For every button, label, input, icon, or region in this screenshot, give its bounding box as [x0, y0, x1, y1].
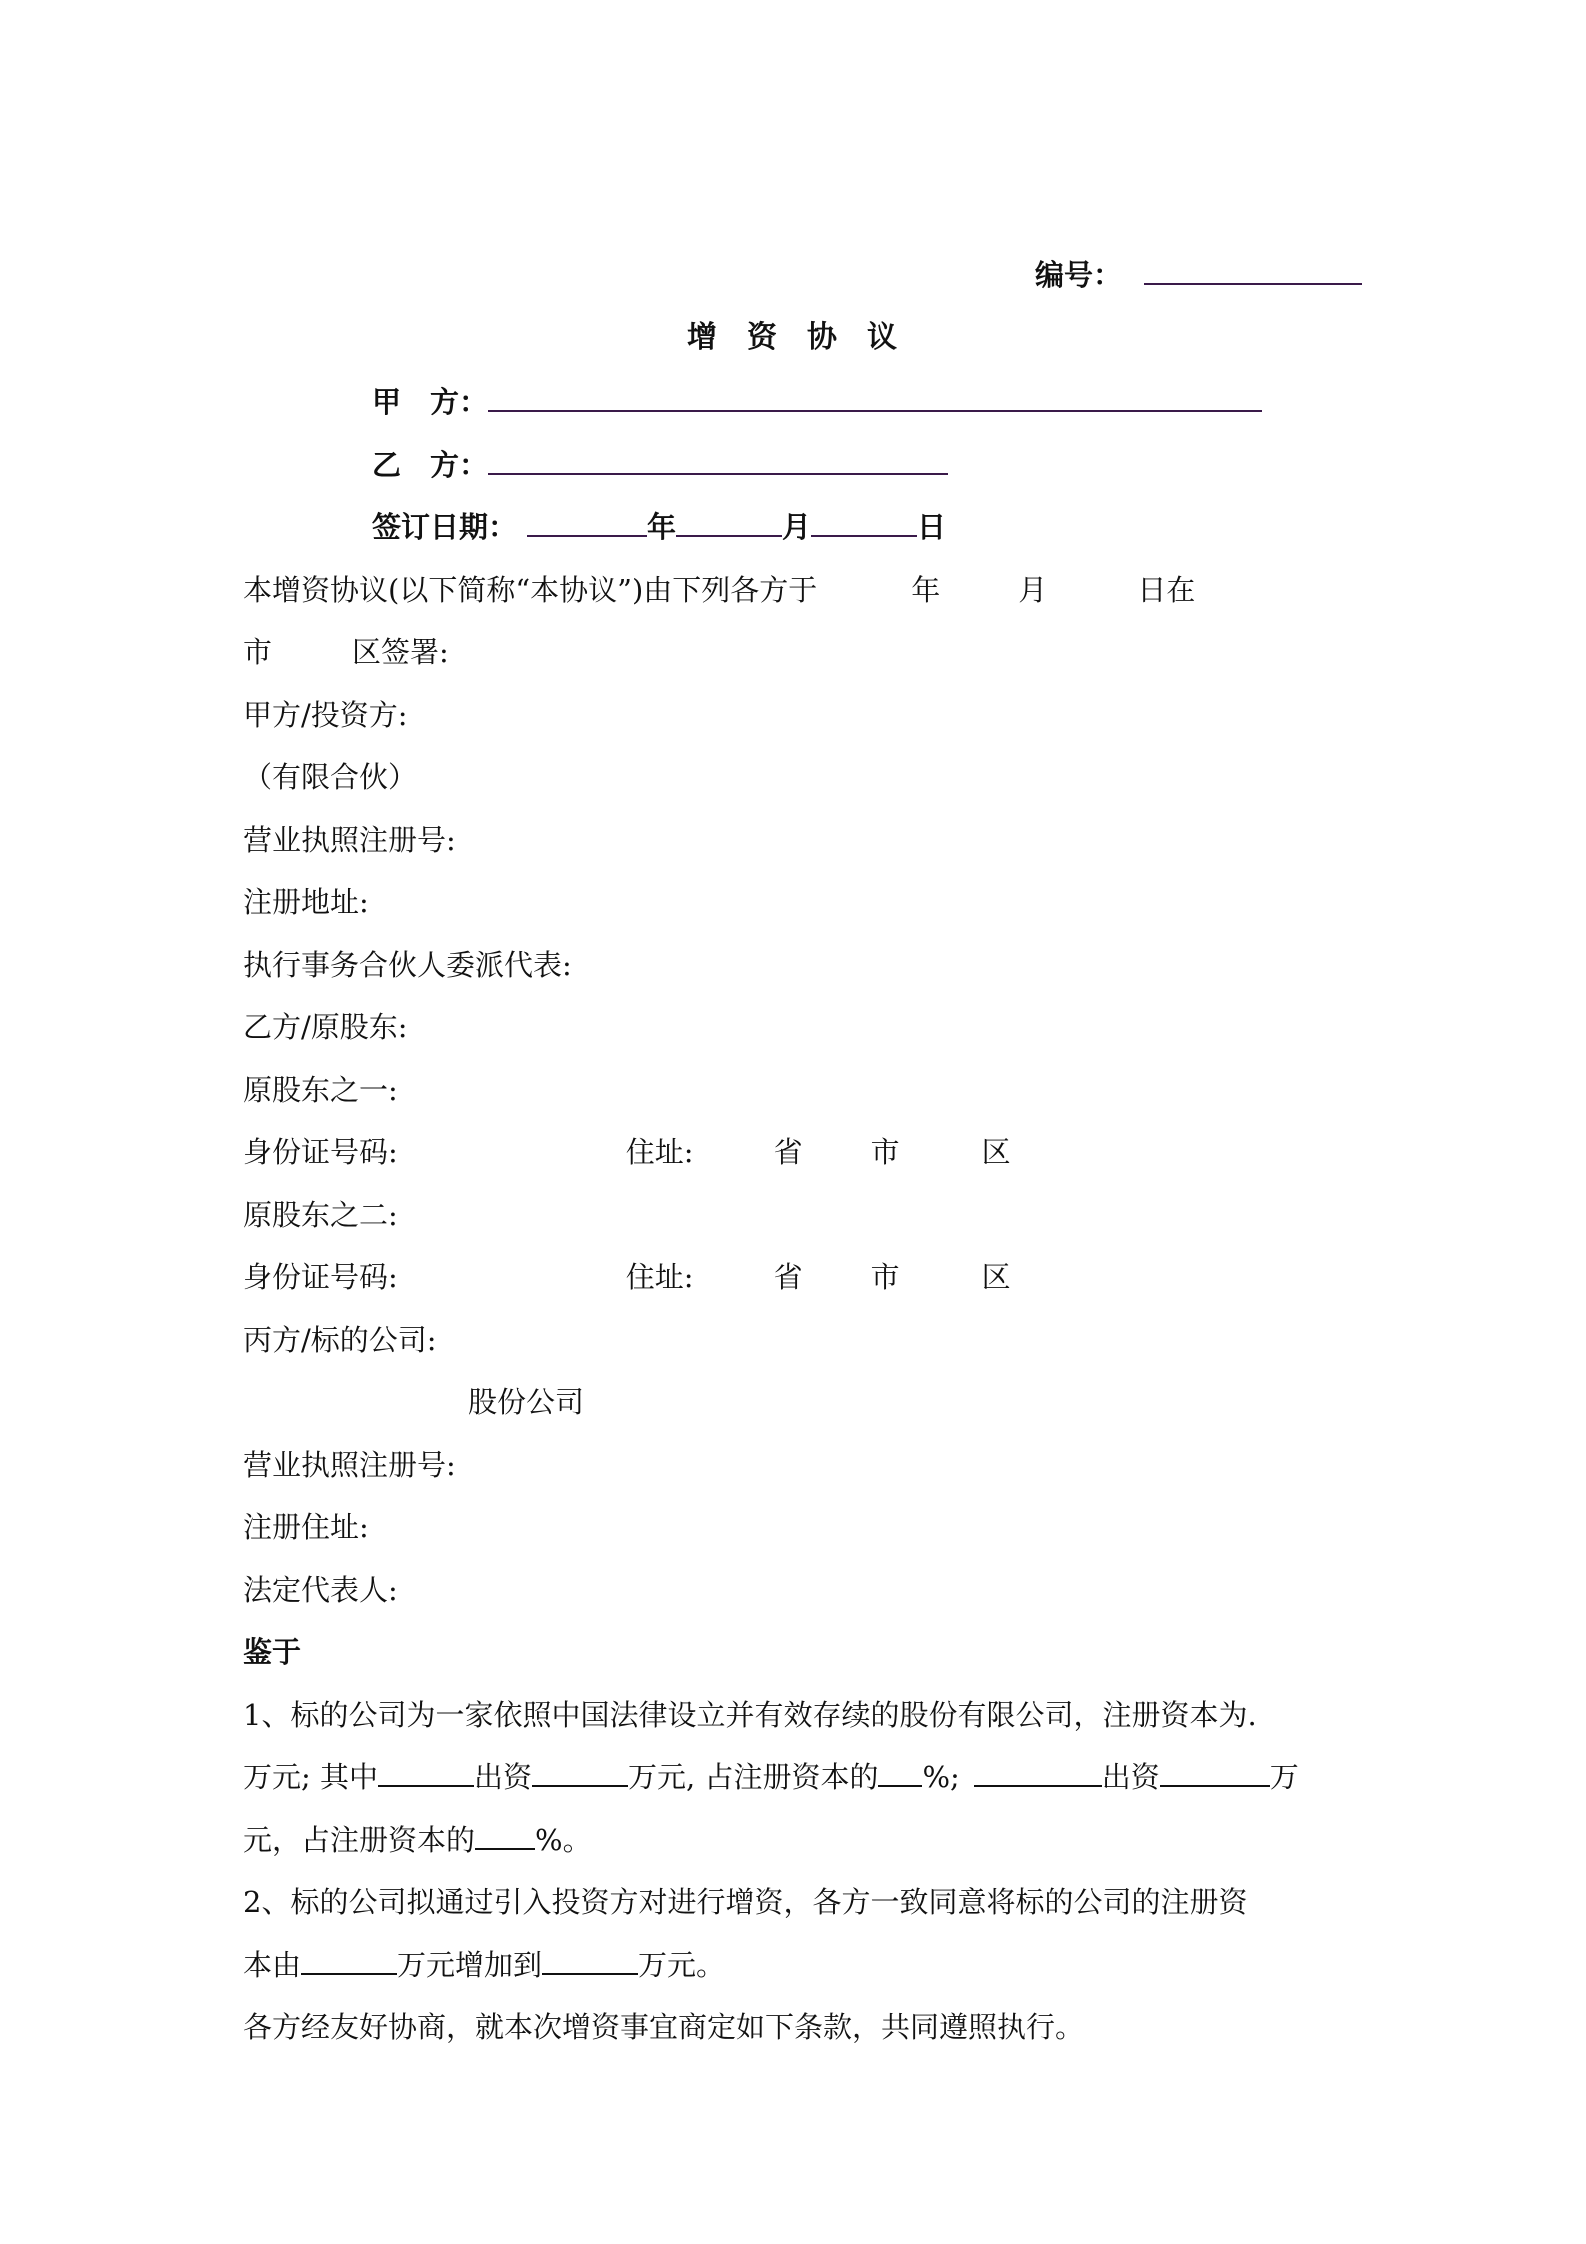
sign-day-field[interactable]	[811, 509, 917, 537]
text-segment: %。	[535, 1823, 592, 1857]
whereas-item-1-line-1: 1、标的公司为一家依照中国法律设立并有效存续的股份有限公司，注册资本为.	[243, 1698, 1257, 1732]
shareholder-2-details	[243, 1257, 1011, 1297]
shareholder-1-amount-field[interactable]	[532, 1759, 628, 1787]
text-segment: 出资	[474, 1760, 533, 1794]
party-b-label: 乙 方：	[372, 448, 489, 482]
year-label: 年	[647, 510, 677, 544]
shareholder-2: 原股东之二:	[243, 1198, 398, 1232]
address-label: 住址:	[625, 1135, 694, 1169]
text-segment: 万	[1269, 1760, 1299, 1794]
shareholder-2-percent-field[interactable]	[475, 1822, 535, 1850]
shareholder-1-details	[243, 1132, 1011, 1172]
shareholder-2-name-field[interactable]	[974, 1759, 1102, 1787]
party-c-heading: 丙方/标的公司:	[243, 1323, 437, 1357]
province-label: 省	[773, 1260, 803, 1294]
capital-to-field[interactable]	[542, 1947, 638, 1975]
whereas-heading: 鉴于	[243, 1635, 302, 1669]
document-number	[1035, 255, 1362, 295]
whereas-item-2-line-1: 2、标的公司拟通过引入投资方对进行增资，各方一致同意将标的公司的注册资	[243, 1885, 1248, 1919]
shareholder-1-percent-field[interactable]	[878, 1759, 922, 1787]
intro-year: 年	[911, 573, 941, 607]
intro-line-2	[243, 632, 449, 672]
capital-from-field[interactable]	[301, 1947, 397, 1975]
district-label: 区	[981, 1260, 1011, 1294]
city-label: 市	[870, 1135, 900, 1169]
party-c-company: 股份公司	[468, 1385, 585, 1419]
closing-statement: 各方经友好协商，就本次增资事宜商定如下条款，共同遵照执行。	[243, 2010, 1085, 2044]
day-label: 日	[917, 510, 947, 544]
party-a-license: 营业执照注册号:	[243, 823, 456, 857]
id-label: 身份证号码:	[243, 1260, 398, 1294]
whereas-item-1-line-3	[243, 1820, 592, 1860]
text-segment: 元，占注册资本的	[243, 1823, 476, 1857]
intro-city: 市	[243, 635, 273, 669]
whereas-item-1-line-2	[243, 1757, 1299, 1797]
party-b-field[interactable]	[488, 447, 948, 475]
party-c-legal-rep: 法定代表人:	[243, 1573, 398, 1607]
intro-text: 本增资协议(以下简称“本协议”)由下列各方于	[243, 573, 818, 607]
text-segment: 出资	[1101, 1760, 1160, 1794]
party-b-heading: 乙方/原股东:	[243, 1010, 408, 1044]
province-label: 省	[773, 1135, 803, 1169]
party-a-heading: 甲方/投资方:	[243, 698, 408, 732]
party-a-address: 注册地址:	[243, 885, 369, 919]
number-field[interactable]	[1144, 257, 1362, 285]
text-segment: %;	[922, 1760, 960, 1794]
cover-sign-date	[372, 507, 946, 547]
party-c-address: 注册住址:	[243, 1510, 369, 1544]
document-title: 增 资 协 议	[687, 320, 897, 355]
intro-month: 月	[1018, 573, 1048, 607]
id-label: 身份证号码:	[243, 1135, 398, 1169]
party-a-representative: 执行事务合伙人委派代表:	[243, 948, 572, 982]
whereas-item-2-line-2	[243, 1945, 725, 1985]
district-label: 区	[981, 1135, 1011, 1169]
text-segment: 万元, 占注册资本的	[628, 1760, 879, 1794]
month-label: 月	[782, 510, 812, 544]
intro-day: 日在	[1137, 573, 1196, 607]
text-segment: 万元增加到	[397, 1948, 543, 1982]
shareholder-1-name-field[interactable]	[378, 1759, 474, 1787]
cover-party-b	[372, 445, 948, 485]
sign-date-label: 签订日期：	[372, 510, 518, 544]
text-segment: 万元。	[638, 1948, 726, 1982]
address-label: 住址:	[625, 1260, 694, 1294]
sign-year-field[interactable]	[527, 509, 647, 537]
number-label: 编号：	[1035, 258, 1123, 292]
city-label: 市	[870, 1260, 900, 1294]
intro-line-1	[243, 570, 1195, 610]
shareholder-2-amount-field[interactable]	[1160, 1759, 1270, 1787]
shareholder-1: 原股东之一:	[243, 1073, 398, 1107]
text-segment: 本由	[243, 1948, 302, 1982]
party-a-type: （有限合伙）	[243, 760, 418, 794]
cover-party-a	[372, 382, 1262, 422]
intro-district: 区签署:	[352, 635, 449, 669]
sign-month-field[interactable]	[676, 509, 782, 537]
text-segment: 万元; 其中	[243, 1760, 378, 1794]
party-c-license: 营业执照注册号:	[243, 1448, 456, 1482]
party-a-field[interactable]	[488, 384, 1262, 412]
party-a-label: 甲 方：	[372, 385, 489, 419]
